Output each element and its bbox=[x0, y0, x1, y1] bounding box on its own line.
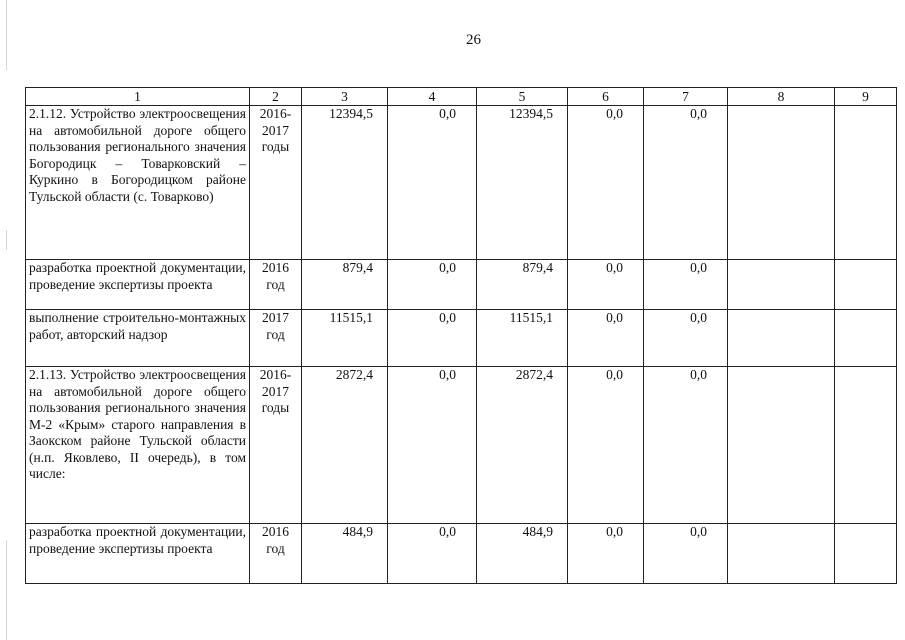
column-header: 8 bbox=[728, 88, 835, 106]
item-description: выполнение строительно-монтажных работ, авторский надзор bbox=[26, 310, 250, 367]
value-col7: 0,0 bbox=[644, 310, 728, 367]
column-header: 6 bbox=[568, 88, 644, 106]
value-col6: 0,0 bbox=[568, 367, 644, 524]
value-col3: 11515,1 bbox=[302, 310, 388, 367]
value-col9 bbox=[835, 260, 897, 310]
value-col4: 0,0 bbox=[388, 524, 477, 584]
value-col6: 0,0 bbox=[568, 106, 644, 260]
value-col6: 0,0 bbox=[568, 260, 644, 310]
budget-table bbox=[25, 87, 897, 584]
value-col4: 0,0 bbox=[388, 310, 477, 367]
column-header: 2 bbox=[250, 88, 302, 106]
item-description: разработка проектной документации, проведение экспертизы проекта bbox=[26, 260, 250, 310]
column-header: 9 bbox=[835, 88, 897, 106]
value-col7: 0,0 bbox=[644, 260, 728, 310]
value-col9 bbox=[835, 106, 897, 260]
value-col8 bbox=[728, 260, 835, 310]
table-row bbox=[26, 524, 897, 584]
column-header: 4 bbox=[388, 88, 477, 106]
item-period: 2016-2017 годы bbox=[250, 106, 302, 260]
value-col3: 12394,5 bbox=[302, 106, 388, 260]
value-col5: 2872,4 bbox=[477, 367, 568, 524]
item-period: 2017 год bbox=[250, 310, 302, 367]
column-header: 5 bbox=[477, 88, 568, 106]
scan-edge-mark bbox=[6, 540, 7, 640]
item-description: разработка проектной документации, проведение экспертизы проекта bbox=[26, 524, 250, 584]
value-col9 bbox=[835, 310, 897, 367]
value-col6: 0,0 bbox=[568, 310, 644, 367]
item-description: 2.1.13. Устройство электроосвещения на автомобильной дороге общего пользования регионального значения М-2 «Крым» старого направления в Заокском районе Тульской области (н.п. Яковлево, II очередь), в том числе: bbox=[26, 367, 250, 524]
value-col8 bbox=[728, 310, 835, 367]
value-col5: 879,4 bbox=[477, 260, 568, 310]
column-header: 7 bbox=[644, 88, 728, 106]
table-row bbox=[26, 310, 897, 367]
value-col3: 2872,4 bbox=[302, 367, 388, 524]
value-col3: 879,4 bbox=[302, 260, 388, 310]
item-period: 2016 год bbox=[250, 260, 302, 310]
value-col5: 484,9 bbox=[477, 524, 568, 584]
column-header: 3 bbox=[302, 88, 388, 106]
value-col3: 484,9 bbox=[302, 524, 388, 584]
value-col7: 0,0 bbox=[644, 106, 728, 260]
table-row bbox=[26, 260, 897, 310]
item-period: 2016-2017 годы bbox=[250, 367, 302, 524]
page-number: 26 bbox=[466, 32, 481, 48]
value-col7: 0,0 bbox=[644, 367, 728, 524]
column-header: 1 bbox=[26, 88, 250, 106]
item-description: 2.1.12. Устройство электроосвещения на автомобильной дороге общего пользования регионального значения Богородицк – Товарковский – Куркино в Богородицком районе Тульской области (с. Товарково) bbox=[26, 106, 250, 260]
header-row bbox=[26, 88, 897, 106]
value-col7: 0,0 bbox=[644, 524, 728, 584]
value-col6: 0,0 bbox=[568, 524, 644, 584]
table-row bbox=[26, 367, 897, 524]
table-row bbox=[26, 106, 897, 260]
value-col4: 0,0 bbox=[388, 260, 477, 310]
scan-edge-mark bbox=[6, 230, 7, 250]
value-col4: 0,0 bbox=[388, 367, 477, 524]
value-col9 bbox=[835, 367, 897, 524]
value-col5: 12394,5 bbox=[477, 106, 568, 260]
value-col9 bbox=[835, 524, 897, 584]
value-col4: 0,0 bbox=[388, 106, 477, 260]
value-col8 bbox=[728, 524, 835, 584]
value-col8 bbox=[728, 367, 835, 524]
value-col5: 11515,1 bbox=[477, 310, 568, 367]
item-period: 2016 год bbox=[250, 524, 302, 584]
value-col8 bbox=[728, 106, 835, 260]
